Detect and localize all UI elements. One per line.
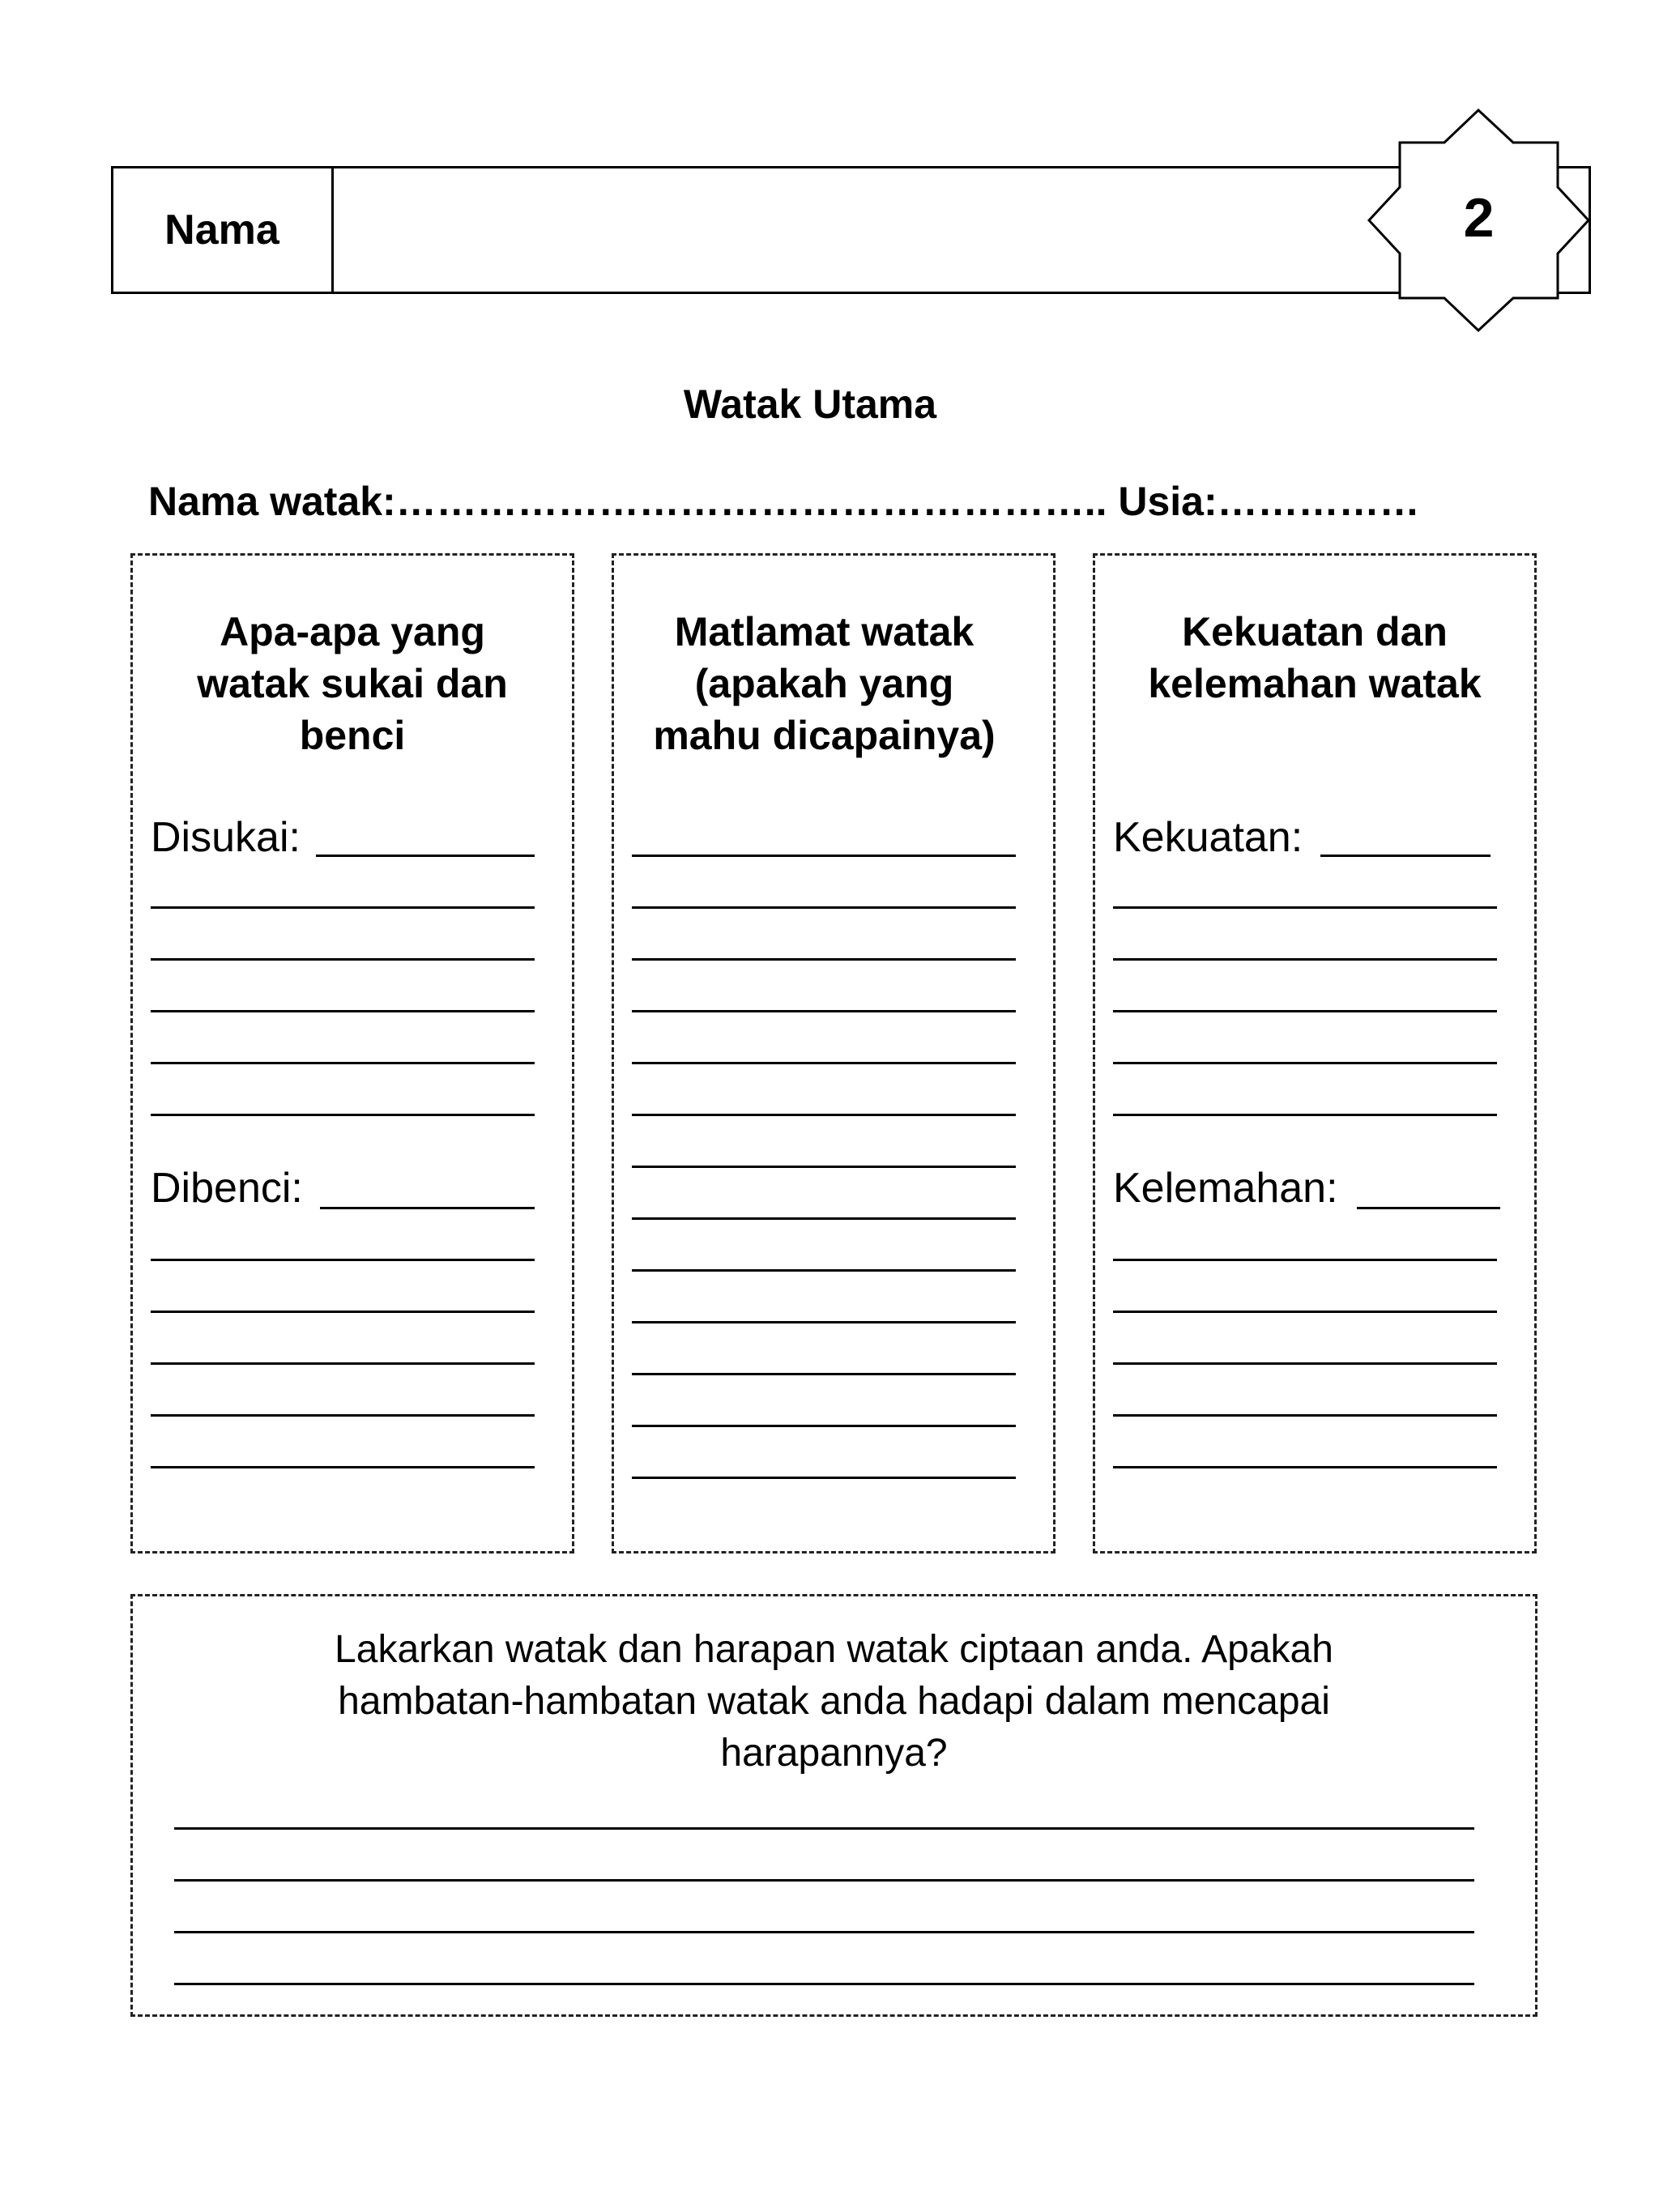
weaknesses-label: Kelemahan: xyxy=(1113,1165,1338,1212)
goals-heading xyxy=(612,606,1037,761)
weaknesses-answer-line[interactable] xyxy=(1113,1311,1497,1313)
heading-line: Matlamat watak xyxy=(674,609,975,654)
prompt-answer-line[interactable] xyxy=(174,1879,1474,1882)
weaknesses-answer-line[interactable] xyxy=(1113,1414,1497,1417)
page-title: Watak Utama xyxy=(683,381,937,427)
dislikes-answer-line[interactable] xyxy=(151,1362,535,1365)
prompt-line: Lakarkan watak dan harapan watak ciptaan anda. Apakah xyxy=(335,1628,1333,1671)
dislikes-answer-line[interactable] xyxy=(151,1466,535,1468)
goals-answer-line[interactable] xyxy=(632,906,1016,909)
heading-line: watak sukai dan xyxy=(197,661,508,706)
weaknesses-answer-line[interactable] xyxy=(1113,1466,1497,1468)
dislikes-answer-line[interactable] xyxy=(151,1259,535,1261)
page-number: 2 xyxy=(1463,187,1495,249)
likes-answer-line[interactable] xyxy=(151,1114,535,1116)
dislikes-answer-line[interactable] xyxy=(320,1207,535,1209)
heading-line: benci xyxy=(299,713,406,758)
strengths-answer-line[interactable] xyxy=(1320,855,1491,857)
strengths-label: Kekuatan: xyxy=(1113,814,1303,861)
dislikes-label: Dibenci: xyxy=(151,1165,303,1212)
strengths-answer-line[interactable] xyxy=(1113,1010,1497,1012)
likes-answer-line[interactable] xyxy=(151,1010,535,1012)
name-box-divider xyxy=(331,166,334,294)
goals-answer-line[interactable] xyxy=(632,1321,1016,1323)
strengths-weaknesses-heading xyxy=(1093,606,1537,710)
goals-answer-line[interactable] xyxy=(632,1269,1016,1272)
weaknesses-answer-line[interactable] xyxy=(1113,1362,1497,1365)
strengths-answer-line[interactable] xyxy=(1113,906,1497,909)
heading-line: kelemahan watak xyxy=(1148,661,1482,706)
strengths-answer-line[interactable] xyxy=(1113,1114,1497,1116)
likes-label: Disukai: xyxy=(151,814,301,861)
prompt-line: hambatan-hambatan watak anda hadapi dalam mencapai xyxy=(338,1680,1330,1723)
prompt-answer-line[interactable] xyxy=(174,1827,1474,1830)
heading-line: Kekuatan dan xyxy=(1182,609,1448,654)
goals-answer-line[interactable] xyxy=(632,958,1016,961)
goals-answer-line[interactable] xyxy=(632,1062,1016,1064)
heading-line: Apa-apa yang xyxy=(220,609,485,654)
goals-answer-line[interactable] xyxy=(632,1425,1016,1427)
dislikes-answer-line[interactable] xyxy=(151,1414,535,1417)
likes-dislikes-heading xyxy=(130,606,574,761)
dislikes-answer-line[interactable] xyxy=(151,1311,535,1313)
goals-answer-line[interactable] xyxy=(632,1477,1016,1479)
goals-answer-line[interactable] xyxy=(632,1166,1016,1168)
goals-answer-line[interactable] xyxy=(632,1010,1016,1012)
weaknesses-answer-line[interactable] xyxy=(1357,1207,1500,1209)
goals-answer-line[interactable] xyxy=(632,1217,1016,1220)
character-name-age-line: Nama watak:…………………………………………….. Usia:…………… xyxy=(148,479,1420,524)
heading-line: (apakah yang xyxy=(694,661,954,706)
goals-answer-line[interactable] xyxy=(632,855,1016,857)
goals-answer-line[interactable] xyxy=(632,1373,1016,1375)
likes-answer-line[interactable] xyxy=(151,958,535,961)
weaknesses-answer-line[interactable] xyxy=(1113,1259,1497,1261)
heading-line: mahu dicapainya) xyxy=(653,713,996,758)
likes-answer-line[interactable] xyxy=(316,855,535,857)
strengths-answer-line[interactable] xyxy=(1113,958,1497,961)
prompt-answer-line[interactable] xyxy=(174,1931,1474,1933)
goals-answer-line[interactable] xyxy=(632,1114,1016,1116)
prompt-answer-line[interactable] xyxy=(174,1983,1474,1985)
likes-answer-line[interactable] xyxy=(151,1062,535,1064)
likes-answer-line[interactable] xyxy=(151,906,535,909)
strengths-answer-line[interactable] xyxy=(1113,1062,1497,1064)
prompt-line: harapannya? xyxy=(720,1732,948,1775)
sketch-prompt xyxy=(130,1624,1537,1779)
name-label: Nama xyxy=(164,207,279,254)
